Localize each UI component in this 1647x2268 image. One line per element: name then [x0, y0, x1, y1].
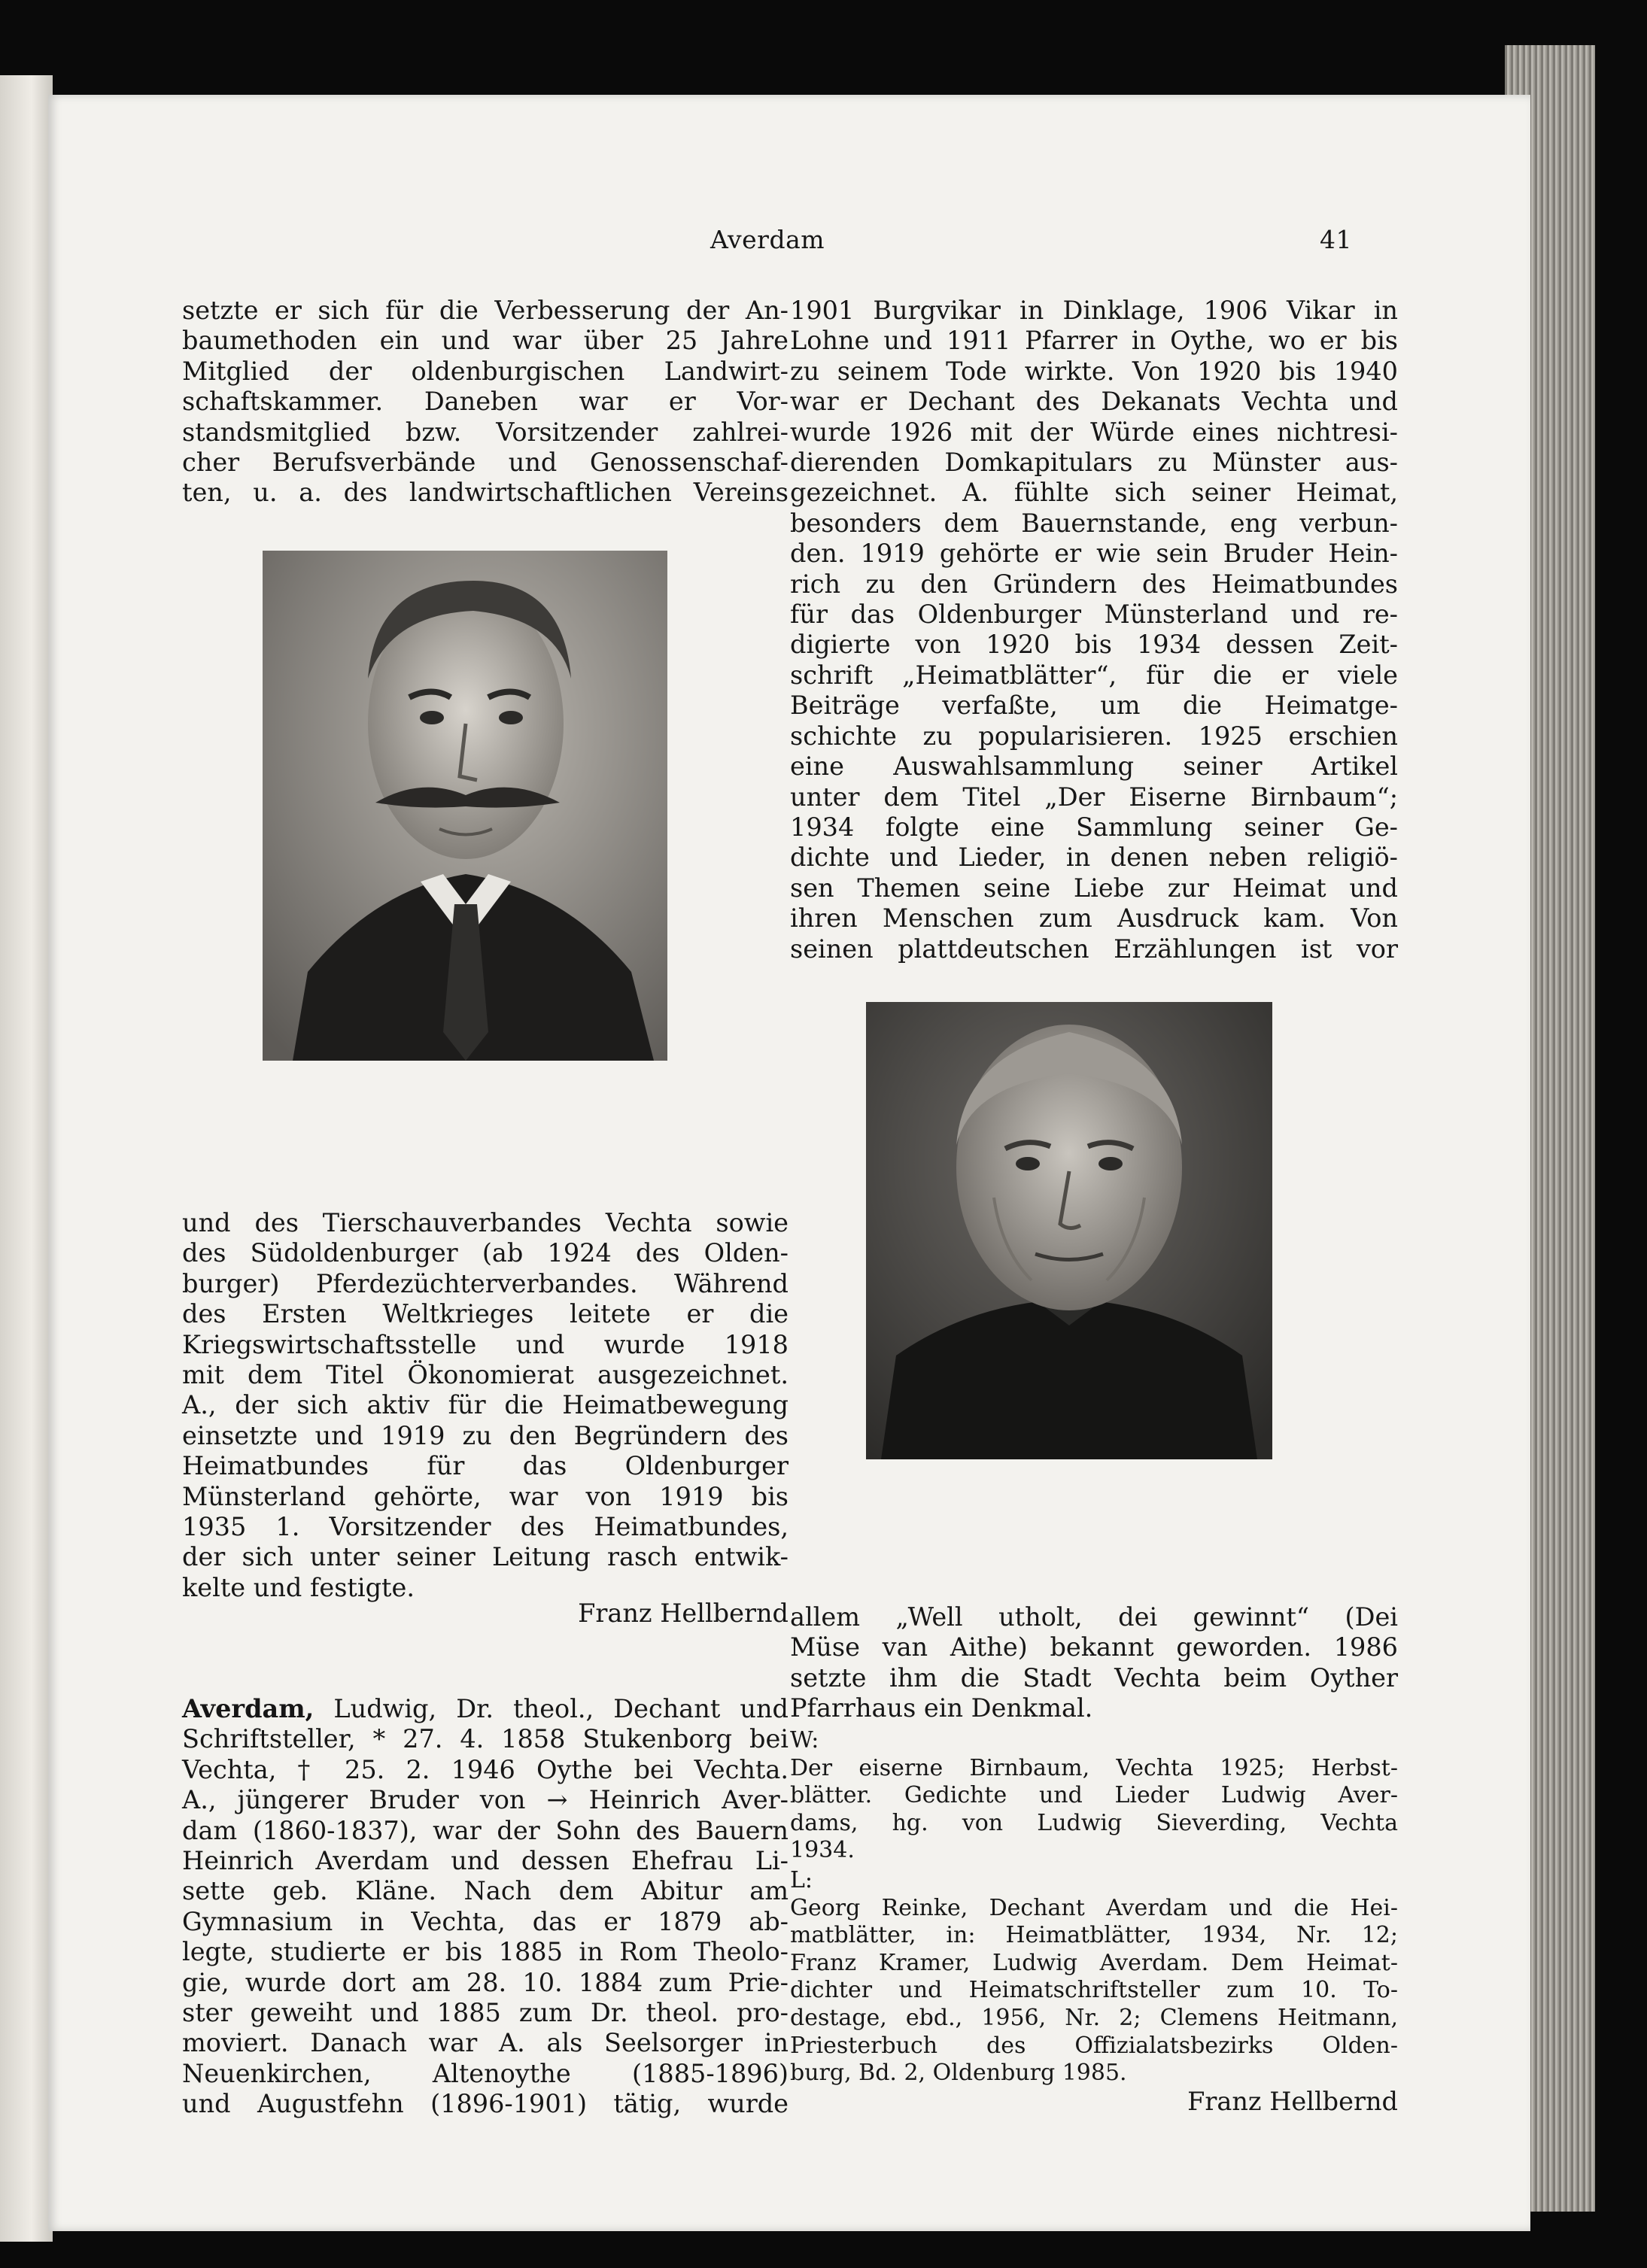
text-line: destage, ebd., 1956, Nr. 2; Clemens Heitmann, — [790, 2004, 1398, 2031]
text-line: Georg Reinke, Dechant Averdam und die Hei- — [790, 1894, 1398, 1921]
text-line: gezeichnet. A. fühlte sich seiner Heimat, — [790, 478, 1398, 508]
text-line: cher Berufsverbände und Genossenschaf- — [182, 448, 789, 478]
text-line: Franz Kramer, Ludwig Averdam. Dem Heimat- — [790, 1949, 1398, 1976]
text-line: setzte er sich für die Verbesserung der An- — [182, 296, 789, 325]
text-line: matblätter, in: Heimatblätter, 1934, Nr. 12; — [790, 1922, 1398, 1949]
text-line: moviert. Danach war A. als Seelsorger in — [182, 2028, 789, 2058]
page-number: 41 — [1320, 225, 1352, 254]
text-line: dichte und Lieder, in denen neben religiö- — [790, 843, 1398, 873]
text-line: war er Dechant des Dekanats Vechta und — [790, 387, 1398, 417]
text-line: des Ersten Weltkrieges leitete er die — [182, 1299, 789, 1329]
text-line: setzte ihm die Stadt Vechta beim Oyther — [790, 1662, 1398, 1693]
book-page — [48, 95, 1530, 2231]
text-line: 1934 folgte eine Sammlung seiner Ge- — [790, 812, 1398, 842]
text-line: dichter und Heimatschriftsteller zum 10. To- — [790, 1977, 1398, 2004]
works-label: W: — [790, 1727, 819, 1753]
text-line: digierte von 1920 bis 1934 dessen Zeit- — [790, 630, 1398, 660]
works-section — [790, 1727, 1398, 1865]
text-line: 1934. — [790, 1837, 855, 1864]
left-column-top — [182, 296, 789, 509]
text-line: Heimatbundes für das Oldenburger — [182, 1451, 789, 1481]
entry-name: Averdam, — [182, 1694, 315, 1723]
left-author: Franz Hellbernd — [578, 1599, 789, 1628]
text-line: standsmitglied bzw. Vorsitzender zahlrei- — [182, 417, 789, 447]
text-line: ihren Menschen zum Ausdruck kam. Von — [790, 903, 1398, 934]
text-line: Münsterland gehörte, war von 1919 bis — [182, 1481, 789, 1511]
text-line: seinen plattdeutschen Erzählungen ist vor — [790, 934, 1398, 964]
header-title: Averdam — [710, 225, 825, 254]
text-line: burg, Bd. 2, Oldenburg 1985. — [790, 2060, 1127, 2087]
right-column-bottom — [790, 1602, 1398, 1724]
text-line: und Augustfehn (1896-1901) tätig, wurde — [182, 2089, 789, 2119]
text-line: für das Oldenburger Münsterland und re- — [790, 600, 1398, 630]
text-line: Müse van Aithe) bekannt geworden. 1986 — [790, 1632, 1398, 1662]
text-line: A., der sich aktiv für die Heimatbewegung — [182, 1390, 789, 1420]
text-line: und des Tierschauverbandes Vechta sowie — [182, 1208, 789, 1237]
text-line: kelte und festigte. — [182, 1572, 415, 1602]
text-line: besonders dem Bauernstande, eng verbun- — [790, 508, 1398, 538]
text-line: dams, hg. von Ludwig Sieverding, Vechta — [790, 1809, 1398, 1836]
text-line: den. 1919 gehörte er wie sein Bruder Hein- — [790, 539, 1398, 569]
entry-averdam-ludwig — [182, 1694, 789, 2120]
text-line: schaftskammer. Daneben war er Vor- — [182, 387, 789, 417]
literature-label: L: — [790, 1867, 813, 1893]
text-line: gie, wurde dort am 28. 10. 1884 zum Prie- — [182, 1967, 789, 1997]
entry-first-line-rest: Ludwig, Dr. theol., Dechant und — [333, 1694, 789, 1723]
text-line: Priesterbuch des Offizialatsbezirks Olden- — [790, 2032, 1398, 2059]
text-line: Gymnasium in Vechta, das er 1879 ab- — [182, 1906, 789, 1936]
text-line: wurde 1926 mit der Würde eines nichtresi- — [790, 417, 1398, 447]
left-column-bottom — [182, 1208, 789, 1603]
text-line: dierenden Domkapitulars zu Münster aus- — [790, 448, 1398, 478]
text-line: Heinrich Averdam und dessen Ehefrau Li- — [182, 1846, 789, 1876]
text-line: Beiträge verfaßte, um die Heimatge- — [790, 691, 1398, 721]
text-line: zu seinem Tode wirkte. Von 1920 bis 1940 — [790, 356, 1398, 386]
text-line: ten, u. a. des landwirtschaftlichen Vereins — [182, 478, 789, 508]
text-line: ster geweiht und 1885 zum Dr. theol. pro- — [182, 1998, 789, 2028]
text-line: 1935 1. Vorsitzender des Heimatbundes, — [182, 1512, 789, 1542]
literature-section — [790, 1867, 1398, 2087]
text-line: einsetzte und 1919 zu den Begründern des — [182, 1420, 789, 1450]
text-line: dam (1860-1837), war der Sohn des Bauern — [182, 1815, 789, 1845]
left-author-block — [182, 1599, 789, 1629]
text-line: der sich unter seiner Leitung rasch entwik- — [182, 1542, 789, 1572]
text-line: legte, studierte er bis 1885 in Rom Theolo- — [182, 1937, 789, 1967]
text-line: mit dem Titel Ökonomierat ausgezeichnet. — [182, 1360, 789, 1390]
right-column-top — [790, 296, 1398, 964]
right-author-block — [790, 2087, 1398, 2117]
text-line: blätter. Gedichte und Lieder Ludwig Aver- — [790, 1782, 1398, 1809]
text-line: allem „Well utholt, dei gewinnt“ (Dei — [790, 1602, 1398, 1632]
portrait-photo-ludwig-averdam — [866, 1002, 1272, 1459]
text-line: sen Themen seine Liebe zur Heimat und — [790, 873, 1398, 903]
text-line: rich zu den Gründern des Heimatbundes — [790, 569, 1398, 599]
text-line: schrift „Heimatblätter“, für die er viele — [790, 660, 1398, 690]
text-line: eine Auswahlsammlung seiner Artikel — [790, 751, 1398, 782]
text-line: 1901 Burgvikar in Dinklage, 1906 Vikar in — [790, 296, 1398, 325]
text-line: sette geb. Kläne. Nach dem Abitur am — [182, 1876, 789, 1906]
text-line: Mitglied der oldenburgischen Landwirt- — [182, 356, 789, 386]
text-line: baumethoden ein und war über 25 Jahre — [182, 326, 789, 356]
text-line: Neuenkirchen, Altenoythe (1885-1896) — [182, 2058, 789, 2088]
text-line: burger) Pferdezüchterverbandes. Während — [182, 1268, 789, 1298]
right-author: Franz Hellbernd — [1187, 2087, 1398, 2116]
text-line: des Südoldenburger (ab 1924 des Olden- — [182, 1238, 789, 1268]
text-line: A., jüngerer Bruder von → Heinrich Aver- — [182, 1785, 789, 1815]
text-line: Pfarrhaus ein Denkmal. — [790, 1693, 1093, 1723]
portrait-photo-heinrich-averdam — [263, 551, 667, 1061]
text-line: schichte zu popularisieren. 1925 erschien — [790, 721, 1398, 751]
entry-first-line — [182, 1694, 789, 1724]
book-spine — [0, 75, 53, 2242]
text-line: unter dem Titel „Der Eiserne Birnbaum“; — [790, 782, 1398, 812]
text-line: Der eiserne Birnbaum, Vechta 1925; Herbst- — [790, 1754, 1398, 1781]
text-line: Kriegswirtschaftsstelle und wurde 1918 — [182, 1329, 789, 1359]
text-line: Lohne und 1911 Pfarrer in Oythe, wo er bis — [790, 326, 1398, 356]
text-line: Vechta, † 25. 2. 1946 Oythe bei Vechta. — [182, 1754, 789, 1784]
text-line: Schriftsteller, * 27. 4. 1858 Stukenborg bei — [182, 1724, 789, 1754]
